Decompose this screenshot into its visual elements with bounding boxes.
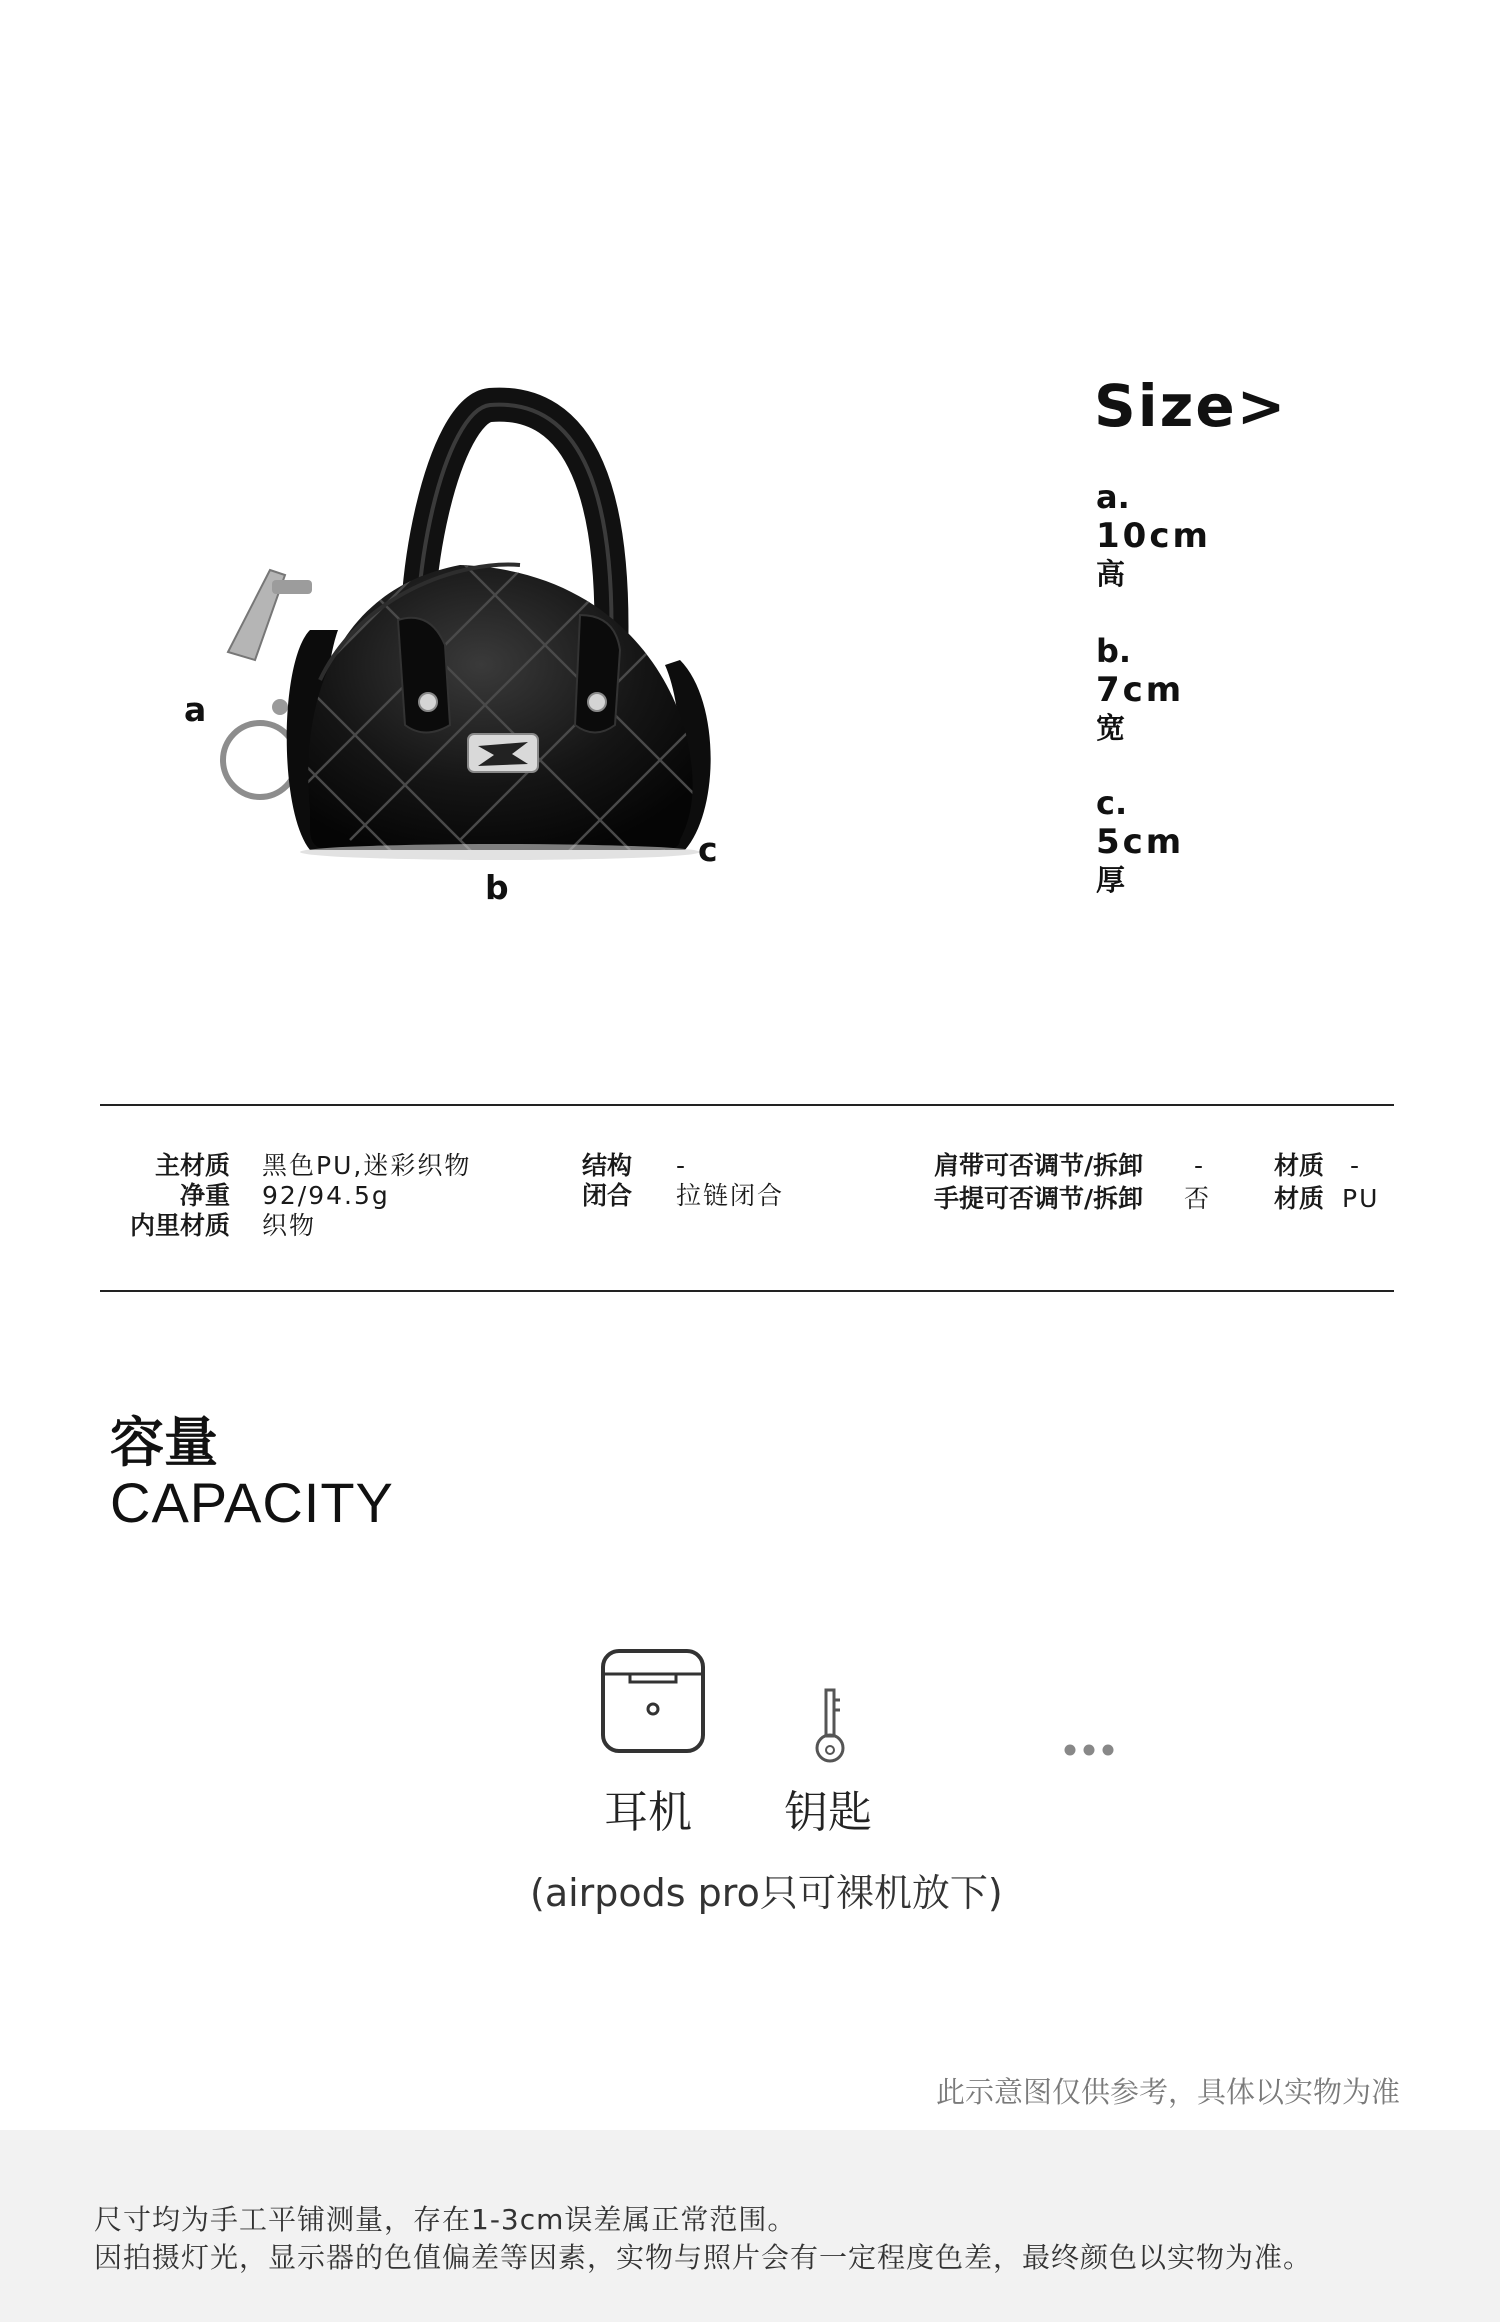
capacity-label-earbuds: 耳机 <box>604 1787 692 1838</box>
more-dots-icon <box>1062 1742 1122 1758</box>
brand-logo <box>468 734 538 772</box>
spec-material2-value: - <box>1350 1151 1362 1180</box>
spec-closure-label: 闭合 <box>582 1181 633 1210</box>
spec-strap-label: 肩带可否调节/拆卸 <box>934 1151 1144 1180</box>
spec-weight-label: 净重 <box>179 1181 230 1210</box>
dimension-label-c: c <box>698 830 718 869</box>
size-value: 5cm <box>1096 822 1185 862</box>
capacity-label-key: 钥匙 <box>784 1787 872 1838</box>
size-name: 宽 <box>1096 711 1126 745</box>
spec-material3-value: PU <box>1342 1184 1380 1213</box>
spec-lining-label: 内里材质 <box>129 1211 230 1240</box>
capacity-title-cn: 容量 <box>110 1411 218 1474</box>
spec-main-material-label: 主材质 <box>154 1151 230 1180</box>
key-icon <box>808 1686 852 1766</box>
spec-main-material-value: 黑色PU,迷彩织物 <box>262 1151 472 1180</box>
spec-material3-label: 材质 <box>1274 1184 1325 1213</box>
earbuds-case-icon <box>598 1646 708 1756</box>
size-value: 10cm <box>1096 516 1211 556</box>
spec-closure-value: 拉链闭合 <box>676 1181 785 1210</box>
footer-line-measurement: 尺寸均为手工平铺测量，存在1-3cm误差属正常范围。 <box>94 2203 797 2236</box>
dimension-label-b: b <box>485 868 509 907</box>
capacity-note: (airpods pro只可裸机放下) <box>530 1871 1003 1915</box>
spec-bottom-divider <box>100 1290 1394 1292</box>
size-item-depth <box>1096 784 1396 898</box>
spec-lining-value: 织物 <box>262 1211 317 1240</box>
size-letter: b. <box>1096 632 1132 670</box>
size-title: Size> <box>1094 372 1288 440</box>
dimension-label-a: a <box>184 690 207 729</box>
size-letter: a. <box>1096 478 1130 516</box>
spec-material2-label: 材质 <box>1274 1151 1325 1180</box>
spec-weight-value: 92/94.5g <box>262 1181 390 1210</box>
spec-structure-value: - <box>676 1151 688 1180</box>
footer-line-color: 因拍摄灯光，显示器的色值偏差等因素，实物与照片会有一定程度色差，最终颜色以实物为准。 <box>94 2241 1313 2274</box>
size-name: 厚 <box>1096 863 1126 897</box>
size-name: 高 <box>1096 557 1126 591</box>
capacity-title-en: CAPACITY <box>110 1471 394 1534</box>
bag-illustration <box>160 380 760 940</box>
size-letter: c. <box>1096 784 1128 822</box>
size-item-width <box>1096 632 1396 746</box>
size-item-height <box>1096 478 1396 592</box>
spec-handle-value: 否 <box>1184 1184 1212 1213</box>
spec-top-divider <box>100 1104 1394 1106</box>
size-value: 7cm <box>1096 670 1185 710</box>
spec-structure-label: 结构 <box>582 1151 633 1180</box>
product-figure <box>160 380 760 940</box>
spec-strap-value: - <box>1194 1151 1206 1180</box>
spec-handle-label: 手提可否调节/拆卸 <box>934 1184 1144 1213</box>
illustration-disclaimer: 此示意图仅供参考，具体以实物为准 <box>935 2075 1400 2109</box>
